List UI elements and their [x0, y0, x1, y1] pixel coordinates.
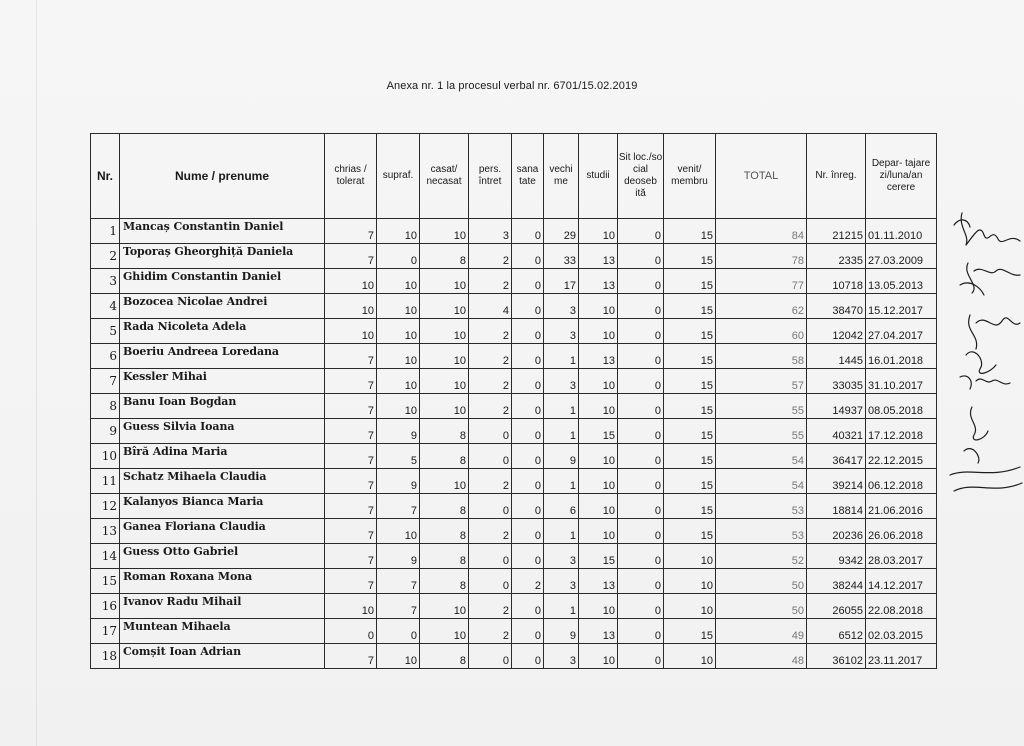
cell-pers: 2 — [469, 269, 512, 294]
cell-sanatate: 0 — [512, 544, 544, 569]
cell-nr: 17 — [91, 619, 120, 644]
cell-casat: 10 — [420, 469, 469, 494]
cell-total: 55 — [716, 419, 807, 444]
cell-sanatate: 0 — [512, 369, 544, 394]
cell-total: 50 — [716, 594, 807, 619]
header-nr-inreg: Nr. înreg. — [807, 134, 866, 219]
table-row — [91, 419, 937, 444]
cell-sit-social: 0 — [618, 244, 664, 269]
cell-chirias: 7 — [325, 644, 377, 669]
cell-vechime: 3 — [544, 294, 579, 319]
cell-supraf: 10 — [377, 344, 420, 369]
cell-vechime: 29 — [544, 219, 579, 244]
cell-name: Kalanyos Bianca Maria — [120, 494, 325, 519]
cell-vechime: 3 — [544, 544, 579, 569]
cell-studii: 13 — [579, 569, 618, 594]
cell-total: 53 — [716, 494, 807, 519]
cell-date: 08.05.2018 — [866, 394, 937, 419]
cell-date: 02.03.2015 — [866, 619, 937, 644]
cell-supraf: 7 — [377, 594, 420, 619]
cell-total: 84 — [716, 219, 807, 244]
cell-name: Comșit Ioan Adrian — [120, 644, 325, 669]
cell-sanatate: 0 — [512, 269, 544, 294]
cell-vechime: 1 — [544, 419, 579, 444]
cell-name: Mancaș Constantin Daniel — [120, 219, 325, 244]
results-table — [90, 133, 937, 669]
cell-nr: 10 — [91, 444, 120, 469]
cell-nr: 12 — [91, 494, 120, 519]
cell-nr: 16 — [91, 594, 120, 619]
cell-chirias: 7 — [325, 219, 377, 244]
cell-studii: 13 — [579, 344, 618, 369]
cell-venit: 15 — [664, 494, 716, 519]
cell-nr-inreg: 10718 — [807, 269, 866, 294]
cell-nr-inreg: 9342 — [807, 544, 866, 569]
table-row — [91, 319, 937, 344]
cell-total: 55 — [716, 394, 807, 419]
cell-venit: 10 — [664, 594, 716, 619]
cell-date: 27.04.2017 — [866, 319, 937, 344]
cell-studii: 10 — [579, 644, 618, 669]
cell-chirias: 7 — [325, 369, 377, 394]
cell-sit-social: 0 — [618, 519, 664, 544]
cell-sanatate: 0 — [512, 519, 544, 544]
cell-pers: 2 — [469, 594, 512, 619]
cell-name: Boeriu Andreea Loredana — [120, 344, 325, 369]
cell-supraf: 0 — [377, 619, 420, 644]
cell-vechime: 3 — [544, 569, 579, 594]
cell-casat: 10 — [420, 594, 469, 619]
cell-casat: 10 — [420, 269, 469, 294]
cell-supraf: 7 — [377, 569, 420, 594]
table-row — [91, 569, 937, 594]
cell-supraf: 10 — [377, 319, 420, 344]
cell-sanatate: 0 — [512, 469, 544, 494]
cell-chirias: 10 — [325, 319, 377, 344]
cell-supraf: 9 — [377, 544, 420, 569]
cell-studii: 13 — [579, 619, 618, 644]
cell-pers: 2 — [469, 344, 512, 369]
cell-supraf: 10 — [377, 519, 420, 544]
cell-sanatate: 0 — [512, 494, 544, 519]
cell-name: Ghidim Constantin Daniel — [120, 269, 325, 294]
cell-pers: 4 — [469, 294, 512, 319]
cell-supraf: 10 — [377, 219, 420, 244]
cell-studii: 15 — [579, 419, 618, 444]
cell-vechime: 3 — [544, 319, 579, 344]
table-row — [91, 519, 937, 544]
cell-casat: 8 — [420, 419, 469, 444]
cell-vechime: 9 — [544, 444, 579, 469]
cell-sit-social: 0 — [618, 444, 664, 469]
cell-vechime: 3 — [544, 644, 579, 669]
cell-name: Guess Silvia Ioana — [120, 419, 325, 444]
cell-name: Ganea Floriana Claudia — [120, 519, 325, 544]
cell-vechime: 17 — [544, 269, 579, 294]
cell-chirias: 7 — [325, 444, 377, 469]
header-total: TOTAL — [716, 134, 807, 219]
cell-vechime: 1 — [544, 344, 579, 369]
cell-chirias: 7 — [325, 394, 377, 419]
cell-supraf: 0 — [377, 244, 420, 269]
cell-date: 15.12.2017 — [866, 294, 937, 319]
cell-venit: 15 — [664, 394, 716, 419]
cell-total: 49 — [716, 619, 807, 644]
cell-pers: 2 — [469, 244, 512, 269]
cell-sit-social: 0 — [618, 269, 664, 294]
cell-vechime: 6 — [544, 494, 579, 519]
cell-sanatate: 0 — [512, 419, 544, 444]
cell-chirias: 7 — [325, 244, 377, 269]
cell-date: 21.06.2016 — [866, 494, 937, 519]
cell-casat: 10 — [420, 394, 469, 419]
cell-nr: 1 — [91, 219, 120, 244]
cell-casat: 8 — [420, 519, 469, 544]
cell-studii: 13 — [579, 269, 618, 294]
cell-date: 27.03.2009 — [866, 244, 937, 269]
cell-date: 01.11.2010 — [866, 219, 937, 244]
cell-supraf: 10 — [377, 269, 420, 294]
cell-nr: 15 — [91, 569, 120, 594]
cell-name: Ivanov Radu Mihail — [120, 594, 325, 619]
cell-sit-social: 0 — [618, 294, 664, 319]
cell-venit: 15 — [664, 219, 716, 244]
cell-total: 52 — [716, 544, 807, 569]
cell-studii: 10 — [579, 594, 618, 619]
cell-nr: 11 — [91, 469, 120, 494]
cell-vechime: 9 — [544, 619, 579, 644]
cell-sit-social: 0 — [618, 369, 664, 394]
cell-date: 13.05.2013 — [866, 269, 937, 294]
cell-supraf: 10 — [377, 644, 420, 669]
cell-sanatate: 0 — [512, 644, 544, 669]
table-header-row — [91, 134, 937, 219]
document-title: Anexa nr. 1 la procesul verbal nr. 6701/15.02.2019 — [386, 80, 638, 92]
header-departajare: Depar- tajare zi/luna/an cerere — [866, 134, 937, 219]
cell-name: Muntean Mihaela — [120, 619, 325, 644]
cell-pers: 3 — [469, 219, 512, 244]
cell-date: 14.12.2017 — [866, 569, 937, 594]
table-row — [91, 219, 937, 244]
cell-supraf: 10 — [377, 394, 420, 419]
cell-nr-inreg: 1445 — [807, 344, 866, 369]
cell-total: 54 — [716, 469, 807, 494]
cell-sanatate: 0 — [512, 394, 544, 419]
cell-studii: 10 — [579, 519, 618, 544]
cell-nr: 6 — [91, 344, 120, 369]
cell-casat: 8 — [420, 244, 469, 269]
cell-studii: 10 — [579, 369, 618, 394]
cell-pers: 0 — [469, 444, 512, 469]
cell-date: 23.11.2017 — [866, 644, 937, 669]
table-row — [91, 394, 937, 419]
cell-supraf: 9 — [377, 419, 420, 444]
table-row — [91, 244, 937, 269]
cell-vechime: 3 — [544, 369, 579, 394]
cell-nr-inreg: 39214 — [807, 469, 866, 494]
header-vechime: vechi me — [544, 134, 579, 219]
cell-venit: 15 — [664, 269, 716, 294]
table-row — [91, 619, 937, 644]
cell-total: 78 — [716, 244, 807, 269]
cell-pers: 0 — [469, 419, 512, 444]
cell-nr: 2 — [91, 244, 120, 269]
cell-casat: 10 — [420, 619, 469, 644]
cell-venit: 15 — [664, 344, 716, 369]
cell-casat: 8 — [420, 569, 469, 594]
header-sanatate: sana tate — [512, 134, 544, 219]
cell-casat: 10 — [420, 344, 469, 369]
cell-date: 22.08.2018 — [866, 594, 937, 619]
cell-pers: 0 — [469, 569, 512, 594]
cell-chirias: 10 — [325, 269, 377, 294]
cell-studii: 10 — [579, 219, 618, 244]
cell-date: 26.06.2018 — [866, 519, 937, 544]
cell-nr: 5 — [91, 319, 120, 344]
cell-name: Kessler Mihai — [120, 369, 325, 394]
cell-chirias: 7 — [325, 419, 377, 444]
cell-nr-inreg: 2335 — [807, 244, 866, 269]
cell-total: 60 — [716, 319, 807, 344]
cell-supraf: 7 — [377, 494, 420, 519]
cell-date: 22.12.2015 — [866, 444, 937, 469]
cell-chirias: 7 — [325, 344, 377, 369]
cell-studii: 10 — [579, 494, 618, 519]
cell-casat: 8 — [420, 444, 469, 469]
table-row — [91, 494, 937, 519]
cell-sit-social: 0 — [618, 344, 664, 369]
cell-studii: 10 — [579, 294, 618, 319]
cell-supraf: 10 — [377, 294, 420, 319]
cell-vechime: 33 — [544, 244, 579, 269]
cell-pers: 2 — [469, 619, 512, 644]
cell-chirias: 10 — [325, 294, 377, 319]
cell-pers: 2 — [469, 369, 512, 394]
cell-casat: 10 — [420, 294, 469, 319]
table-row — [91, 294, 937, 319]
cell-chirias: 7 — [325, 519, 377, 544]
cell-sanatate: 0 — [512, 594, 544, 619]
cell-venit: 15 — [664, 469, 716, 494]
cell-nr-inreg: 20236 — [807, 519, 866, 544]
header-casat-necasat: casat/ necasat — [420, 134, 469, 219]
cell-name: Bîră Adina Maria — [120, 444, 325, 469]
cell-nr-inreg: 18814 — [807, 494, 866, 519]
cell-venit: 15 — [664, 419, 716, 444]
cell-venit: 15 — [664, 244, 716, 269]
cell-studii: 10 — [579, 394, 618, 419]
cell-name: Roman Roxana Mona — [120, 569, 325, 594]
cell-pers: 0 — [469, 494, 512, 519]
cell-venit: 10 — [664, 544, 716, 569]
table-row — [91, 369, 937, 394]
cell-chirias: 7 — [325, 544, 377, 569]
cell-nr: 9 — [91, 419, 120, 444]
cell-vechime: 1 — [544, 469, 579, 494]
cell-venit: 15 — [664, 519, 716, 544]
cell-nr-inreg: 21215 — [807, 219, 866, 244]
cell-nr-inreg: 33035 — [807, 369, 866, 394]
cell-total: 48 — [716, 644, 807, 669]
cell-studii: 15 — [579, 544, 618, 569]
cell-nr-inreg: 38244 — [807, 569, 866, 594]
cell-venit: 15 — [664, 294, 716, 319]
cell-name: Banu Ioan Bogdan — [120, 394, 325, 419]
cell-date: 31.10.2017 — [866, 369, 937, 394]
cell-venit: 10 — [664, 569, 716, 594]
cell-vechime: 1 — [544, 594, 579, 619]
cell-name: Guess Otto Gabriel — [120, 544, 325, 569]
cell-studii: 10 — [579, 319, 618, 344]
cell-vechime: 1 — [544, 394, 579, 419]
cell-nr: 14 — [91, 544, 120, 569]
cell-sanatate: 2 — [512, 569, 544, 594]
cell-casat: 10 — [420, 219, 469, 244]
cell-total: 53 — [716, 519, 807, 544]
table-row — [91, 444, 937, 469]
cell-studii: 10 — [579, 444, 618, 469]
cell-casat: 8 — [420, 494, 469, 519]
table-body — [91, 219, 937, 669]
cell-sit-social: 0 — [618, 569, 664, 594]
cell-supraf: 10 — [377, 369, 420, 394]
cell-sanatate: 0 — [512, 294, 544, 319]
cell-nr-inreg: 36102 — [807, 644, 866, 669]
handwritten-signatures — [940, 205, 1024, 525]
cell-date: 06.12.2018 — [866, 469, 937, 494]
cell-name: Toporaș Gheorghiță Daniela — [120, 244, 325, 269]
cell-pers: 2 — [469, 519, 512, 544]
cell-sit-social: 0 — [618, 594, 664, 619]
cell-date: 17.12.2018 — [866, 419, 937, 444]
cell-casat: 10 — [420, 369, 469, 394]
table-row — [91, 469, 937, 494]
cell-nr: 8 — [91, 394, 120, 419]
cell-supraf: 5 — [377, 444, 420, 469]
cell-venit: 15 — [664, 369, 716, 394]
cell-chirias: 0 — [325, 619, 377, 644]
header-chirias-tolerat: chrias / tolerat — [325, 134, 377, 219]
cell-sit-social: 0 — [618, 469, 664, 494]
cell-total: 54 — [716, 444, 807, 469]
cell-sanatate: 0 — [512, 619, 544, 644]
cell-venit: 15 — [664, 444, 716, 469]
cell-nr: 7 — [91, 369, 120, 394]
header-venit-membru: venit/ membru — [664, 134, 716, 219]
cell-chirias: 10 — [325, 594, 377, 619]
table-row — [91, 644, 937, 669]
cell-nr-inreg: 26055 — [807, 594, 866, 619]
header-supraf: supraf. — [377, 134, 420, 219]
cell-venit: 10 — [664, 644, 716, 669]
cell-pers: 0 — [469, 544, 512, 569]
cell-pers: 2 — [469, 394, 512, 419]
cell-sit-social: 0 — [618, 644, 664, 669]
cell-sit-social: 0 — [618, 219, 664, 244]
table-row — [91, 544, 937, 569]
cell-name: Rada Nicoleta Adela — [120, 319, 325, 344]
header-pers-intret: pers. întret — [469, 134, 512, 219]
cell-nr-inreg: 12042 — [807, 319, 866, 344]
cell-sanatate: 0 — [512, 219, 544, 244]
cell-nr: 18 — [91, 644, 120, 669]
header-nume-prenume: Nume / prenume — [120, 134, 325, 219]
cell-nr-inreg: 36417 — [807, 444, 866, 469]
cell-name: Bozocea Nicolae Andrei — [120, 294, 325, 319]
cell-venit: 15 — [664, 319, 716, 344]
cell-nr: 3 — [91, 269, 120, 294]
table-row — [91, 269, 937, 294]
signature-icon — [940, 205, 1024, 525]
cell-total: 62 — [716, 294, 807, 319]
cell-chirias: 7 — [325, 569, 377, 594]
cell-supraf: 9 — [377, 469, 420, 494]
cell-nr-inreg: 6512 — [807, 619, 866, 644]
cell-sanatate: 0 — [512, 319, 544, 344]
cell-chirias: 7 — [325, 469, 377, 494]
cell-sanatate: 0 — [512, 244, 544, 269]
cell-pers: 2 — [469, 319, 512, 344]
cell-sanatate: 0 — [512, 444, 544, 469]
cell-vechime: 1 — [544, 519, 579, 544]
cell-date: 28.03.2017 — [866, 544, 937, 569]
cell-sit-social: 0 — [618, 394, 664, 419]
cell-nr-inreg: 40321 — [807, 419, 866, 444]
cell-total: 58 — [716, 344, 807, 369]
cell-nr-inreg: 14937 — [807, 394, 866, 419]
cell-nr: 13 — [91, 519, 120, 544]
cell-studii: 13 — [579, 244, 618, 269]
cell-casat: 10 — [420, 319, 469, 344]
cell-sanatate: 0 — [512, 344, 544, 369]
cell-pers: 0 — [469, 644, 512, 669]
cell-pers: 2 — [469, 469, 512, 494]
cell-sit-social: 0 — [618, 544, 664, 569]
cell-nr-inreg: 38470 — [807, 294, 866, 319]
cell-nr: 4 — [91, 294, 120, 319]
header-nr: Nr. — [91, 134, 120, 219]
table-row — [91, 594, 937, 619]
cell-sit-social: 0 — [618, 319, 664, 344]
cell-studii: 10 — [579, 469, 618, 494]
cell-date: 16.01.2018 — [866, 344, 937, 369]
paper-edge — [36, 0, 37, 746]
cell-casat: 8 — [420, 644, 469, 669]
cell-sit-social: 0 — [618, 619, 664, 644]
header-studii: studii — [579, 134, 618, 219]
cell-sit-social: 0 — [618, 419, 664, 444]
cell-casat: 8 — [420, 544, 469, 569]
cell-sit-social: 0 — [618, 494, 664, 519]
cell-chirias: 7 — [325, 494, 377, 519]
cell-total: 57 — [716, 369, 807, 394]
cell-total: 50 — [716, 569, 807, 594]
cell-name: Schatz Mihaela Claudia — [120, 469, 325, 494]
cell-total: 77 — [716, 269, 807, 294]
header-sit-loc-social: Sit loc./so cial deoseb ită — [618, 134, 664, 219]
table-row — [91, 344, 937, 369]
cell-venit: 15 — [664, 619, 716, 644]
